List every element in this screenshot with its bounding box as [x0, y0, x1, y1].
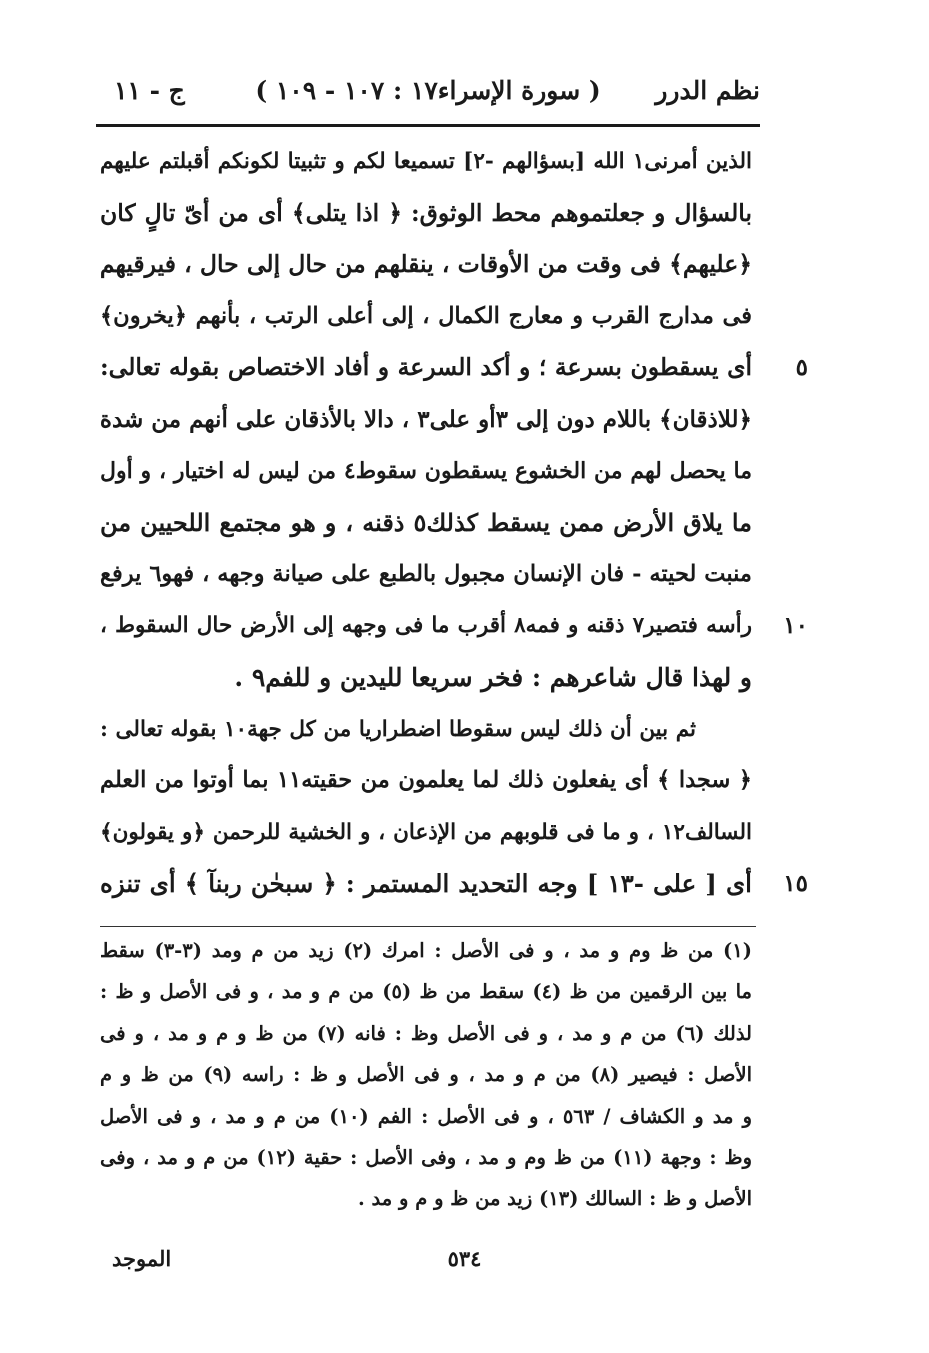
text-line — [100, 394, 752, 446]
line-text: الذين أمرنى١ الله [بسؤالهم -٢] تسميعا لكم و تثبيتا لكونكم أقبلتم عليهم — [100, 149, 753, 174]
text-line — [100, 652, 752, 704]
line-text: منبت لحيته - فان الإنسان مجبول بالطبع على صيانة وجهه ، فهو٦ يرفع — [100, 560, 752, 587]
signature-mark: الموجد — [112, 1246, 172, 1271]
line-text: بالسؤال و جعلتموهم محط الوثوق: ﴿ اذا يتلى﴾ أى من أىّ تالٍ كان — [100, 198, 752, 227]
line-text: فى مدارج القرب و معارج الكمال ، إلى أعلى الرتب ، بأنهم ﴿يخرون﴾ — [100, 302, 752, 329]
footnote-line: لذلك (٦) من م و مد ، و فى الأصل وظ : فانه (٧) من ظ و م و مد ، و فى — [100, 1021, 752, 1045]
text-line — [100, 858, 808, 910]
line-text: ما يحصل لهم من الخشوع يسقطون سقوط٤ من ليس له اختيار ، و أول — [100, 457, 752, 484]
text-line — [100, 755, 752, 807]
text-line — [100, 291, 752, 343]
line-text: ﴿عليهم﴾ فى وقت من الأوقات ، ينقلهم من حال إلى حال ، فيرقيهم — [99, 250, 752, 279]
text-line — [100, 446, 752, 498]
page-number: ٥٣٤ — [447, 1246, 482, 1271]
text-line — [100, 600, 808, 652]
footnote-line: الأصل : فيصير (٨) من م و مد ، و فى الأصل و ظ : راسه (٩) من ظ و م — [100, 1063, 752, 1087]
line-text: ما يلاق الأرض ممن يسقط كذلك٥ ذقنه ، و هو مجتمع اللحيين من — [100, 508, 753, 538]
page-header — [96, 72, 760, 116]
header-divider — [96, 124, 760, 127]
text-line — [100, 188, 752, 240]
book-title: نظم الدرر — [655, 76, 760, 105]
text-line — [100, 549, 752, 601]
volume-number: ج - ١١ — [114, 76, 185, 105]
text-line — [100, 807, 752, 859]
footnote-line: الأصل و ظ : السالك (١٣) زيد من ظ و م و مد . — [357, 1187, 752, 1211]
line-text: رأسه فتصير٧ ذقنه و فمه٨ أقرب ما فى وجهه إلى الأرض حال السقوط ، — [100, 613, 752, 639]
footnotes — [100, 930, 752, 1220]
text-line — [100, 497, 752, 549]
footnote-line: ما بين الرقمين من ظ (٤) سقط من ظ (٥) من م و مد ، و فى الأصل و ظ : — [100, 980, 752, 1004]
line-text: ﴿ سجدا ﴾ أى يفعلون ذلك لما يعلمون من حقيته١١ بما أوتوا من العلم — [100, 767, 752, 794]
footnote-line: وظ : وجهة (١١) من ظ وم و مد ، وفى الأصل : حقية (١٢) من م و مد ، وفى — [100, 1145, 752, 1169]
line-text: ثم بين أن ذلك ليس سقوطا اضطراريا من كل جهة١٠ بقوله تعالى : — [100, 716, 696, 742]
main-text — [99, 136, 808, 910]
text-line — [100, 342, 808, 394]
line-text: أى يسقطون بسرعة ؛ و أكد السرعة و أفاد الاختصاص بقوله تعالى: — [100, 353, 752, 382]
surah-reference: ( سورة الإسراء١٧ : ١٠٧ - ١٠٩ ) — [255, 76, 601, 105]
text-line — [100, 704, 752, 756]
text-line — [100, 239, 752, 291]
line-text: ﴿للاذقان﴾ باللام دون إلى ٣أو على٣ ، دالا بالأذقان على أنهم من شدة — [99, 405, 752, 433]
line-text: و لهذا قال شاعرهم : فخر سريعا لليدين و للفم٩ . — [234, 662, 752, 692]
line-number: ٥ — [795, 354, 808, 382]
line-number: ١٥ — [783, 870, 808, 898]
line-number: ١٠ — [783, 612, 808, 640]
footnote-line: و مد و الكشاف / ٥٦٣ ، و فى الأصل : الفم (١٠) من م و مد ، و فى الأصل — [100, 1104, 752, 1128]
footnote-divider — [100, 926, 756, 927]
footnote-line: (١) من ظ وم و مد ، و فى الأصل : امرك (٢) زيد من م ومد (٣-٣) سقط — [100, 939, 753, 962]
line-text: أى [ على -١٣ ] وجه التحديد المستمر : ﴿ سبحٰن ربنآ ﴾ أى تنزه — [100, 869, 752, 899]
line-text: السالف١٢ ، و ما فى قلوبهم من الإذعان ، و الخشية للرحمن ﴿و يقولون﴾ — [100, 819, 752, 845]
text-line — [100, 136, 752, 188]
